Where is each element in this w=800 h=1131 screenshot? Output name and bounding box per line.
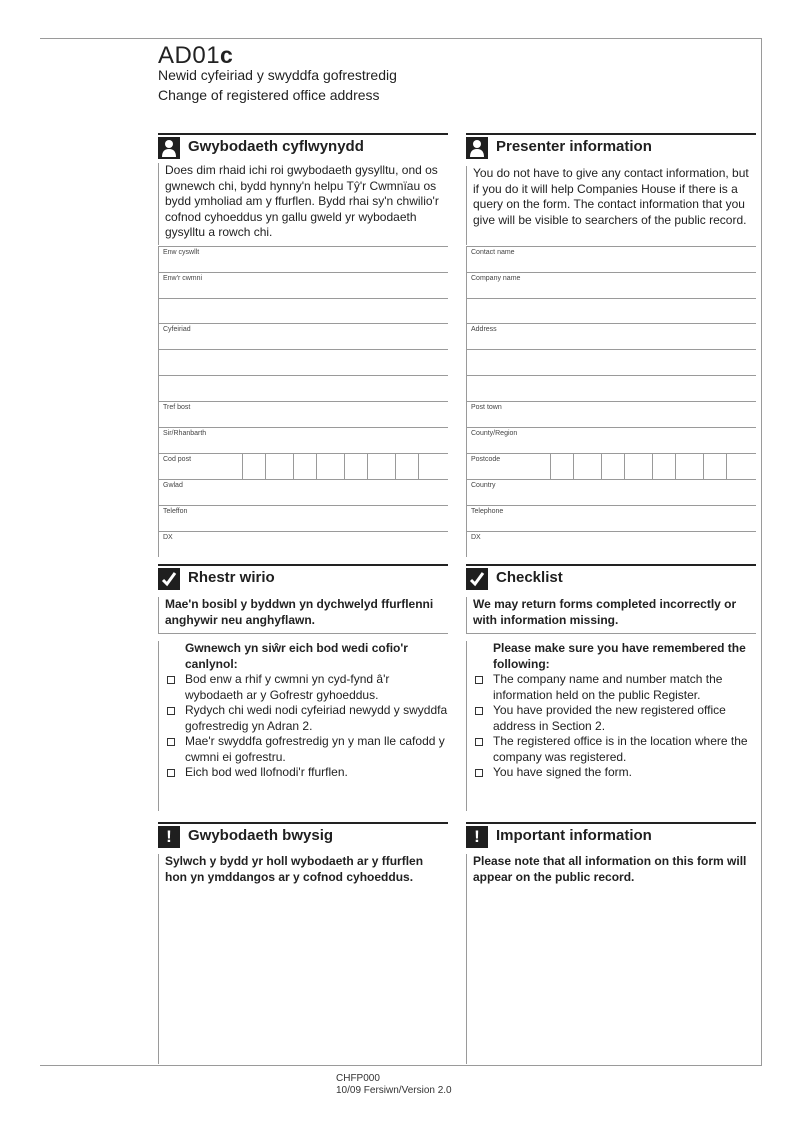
divider (158, 633, 448, 634)
company-name-line2-cy[interactable] (158, 298, 448, 324)
postcode-box[interactable] (601, 454, 625, 479)
postcode-box[interactable] (703, 454, 727, 479)
checklist-item[interactable]: You have signed the form. (473, 765, 756, 781)
postcode-box[interactable] (242, 454, 266, 479)
telephone-field-en[interactable]: Telephone (466, 505, 756, 531)
checklist-warning-en: We may return forms completed incorrectly or with information missing. (466, 597, 756, 633)
checklist-item[interactable]: Rydych chi wedi nodi cyfeiriad newydd y swyddfa gofrestredig yn Adran 2. (165, 703, 448, 734)
divider (466, 633, 756, 634)
presenter-title-cy: Gwybodaeth cyflwynydd (188, 138, 364, 155)
presenter-intro-cy: Does dim rhaid ichi roi gwybodaeth gysylltu, ond os gwnewch chi, bydd hynny'n helpu Tŷ'r Cwmnïau os bydd ymholiad am y ffurflen. Bydd rhai sy'n chwilio'r cofnod cyhoeddus yn gallu gweld yr wybodaeth gysylltu a rowch chi. (158, 163, 448, 245)
county-field-en[interactable]: County/Region (466, 427, 756, 453)
person-icon (466, 137, 488, 159)
postcode-box[interactable] (550, 454, 574, 479)
checkbox[interactable] (167, 738, 175, 746)
checkbox[interactable] (167, 676, 175, 684)
important-text-cy: Sylwch y bydd yr holl wybodaeth ar y ffurflen hon yn ymddangos ar y cofnod cyhoeddus. (158, 854, 448, 1064)
postcode-box[interactable] (395, 454, 419, 479)
dx-field-cy[interactable]: DX (158, 531, 448, 557)
checklist-title-cy: Rhestr wirio (188, 569, 275, 586)
checklist-list-en (466, 641, 756, 811)
telephone-field-cy[interactable]: Teleffon (158, 505, 448, 531)
presenter-header-cy (158, 133, 448, 158)
exclamation-icon: ! (466, 826, 488, 848)
post-town-field-cy[interactable]: Tref bost (158, 401, 448, 427)
exclamation-icon: ! (158, 826, 180, 848)
address-field-en[interactable]: Address (466, 323, 756, 349)
presenter-header-en (466, 133, 756, 158)
checkbox[interactable] (167, 769, 175, 777)
important-title-en: Important information (496, 827, 652, 844)
important-header-cy (158, 822, 448, 847)
top-rule (40, 38, 762, 39)
checkmark-icon (158, 568, 180, 590)
right-border (761, 38, 762, 1066)
checklist-list-cy (158, 641, 448, 811)
checklist-header-cy (158, 564, 448, 589)
checklist-item[interactable]: Bod enw a rhif y cwmni yn cyd-fynd â'r wybodaeth ar y Gofrestr gyhoeddus. (165, 672, 448, 703)
country-field-en[interactable]: Country (466, 479, 756, 505)
checklist-header-en (466, 564, 756, 589)
important-text-en: Please note that all information on this form will appear on the public record. (466, 854, 756, 1064)
company-name-field-en[interactable]: Company name (466, 272, 756, 298)
checklist-title-en: Checklist (496, 569, 563, 586)
contact-name-field-en[interactable]: Contact name (466, 246, 756, 272)
title-welsh: Newid cyfeiriad y swyddfa gofrestredig (158, 67, 397, 83)
company-name-line2-en[interactable] (466, 298, 756, 324)
title-english: Change of registered office address (158, 87, 380, 103)
country-field-cy[interactable]: Gwlad (158, 479, 448, 505)
checklist-item[interactable]: The company name and number match the information held on the public Register. (473, 672, 756, 703)
address-field-cy[interactable]: Cyfeiriad (158, 323, 448, 349)
address-line3-en[interactable] (466, 375, 756, 401)
address-line3-cy[interactable] (158, 375, 448, 401)
postcode-field-cy[interactable]: Cod post (158, 453, 448, 479)
address-line2-en[interactable] (466, 349, 756, 375)
postcode-field-en[interactable]: Postcode (466, 453, 756, 479)
postcode-box[interactable] (293, 454, 317, 479)
person-icon (158, 137, 180, 159)
checklist-lead-cy: Gwnewch yn siŵr eich bod wedi cofio'r canlynol: (185, 641, 408, 671)
checkbox[interactable] (475, 738, 483, 746)
bottom-rule (40, 1065, 762, 1066)
checklist-item[interactable]: Eich bod wed llofnodi'r ffurflen. (165, 765, 448, 781)
dx-field-en[interactable]: DX (466, 531, 756, 557)
checkmark-icon (466, 568, 488, 590)
checklist-item[interactable]: You have provided the new registered office address in Section 2. (473, 703, 756, 734)
presenter-title-en: Presenter information (496, 138, 652, 155)
postcode-box[interactable] (344, 454, 368, 479)
contact-name-field-cy[interactable]: Enw cyswllt (158, 246, 448, 272)
company-name-field-cy[interactable]: Enw'r cwmni (158, 272, 448, 298)
checklist-item[interactable]: Mae'r swyddfa gofrestredig yn y man lle cafodd y cwmni ei gofrestru. (165, 734, 448, 765)
checklist-item[interactable]: The registered office is in the location where the company was registered. (473, 734, 756, 765)
footer (336, 1073, 452, 1097)
postcode-box[interactable] (652, 454, 676, 479)
checkbox[interactable] (475, 707, 483, 715)
important-header-en (466, 822, 756, 847)
county-field-cy[interactable]: Sir/Rhanbarth (158, 427, 448, 453)
checklist-lead-en: Please make sure you have remembered the following: (493, 641, 746, 671)
checklist-warning-cy: Mae'n bosibl y byddwn yn dychwelyd ffurflenni anghywir neu anghyflawn. (158, 597, 448, 633)
important-title-cy: Gwybodaeth bwysig (188, 827, 334, 844)
footer-code: CHFP000 (336, 1073, 380, 1084)
presenter-intro-en: You do not have to give any contact information, but if you do it will help Companies House if there is a query on the form. The contact information that you give will be visible to searchers of the public record. (466, 166, 756, 245)
form-code: AD01c (158, 42, 234, 69)
address-line2-cy[interactable] (158, 349, 448, 375)
checkbox[interactable] (475, 676, 483, 684)
checkbox[interactable] (167, 707, 175, 715)
checkbox[interactable] (475, 769, 483, 777)
footer-version: 10/09 Fersiwn/Version 2.0 (336, 1085, 452, 1096)
post-town-field-en[interactable]: Post town (466, 401, 756, 427)
